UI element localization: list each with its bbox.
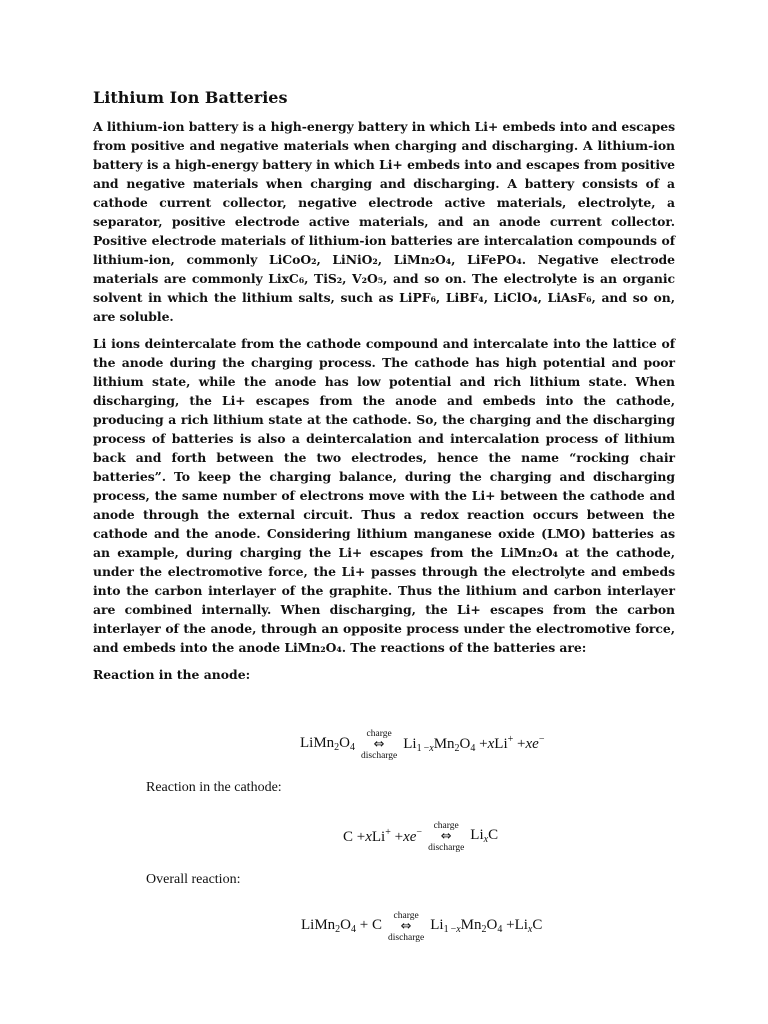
document-title: Lithium Ion Batteries (93, 88, 288, 107)
overall-reaction-label: Overall reaction: (146, 872, 241, 887)
document-page (93, 86, 675, 684)
anode-reaction-label: Reaction in the anode: (93, 667, 251, 682)
cathode-reaction-label: Reaction in the cathode: (146, 780, 282, 795)
overall-equation: $LiMn_2O_4 + C$ charge ⇔ discharge $Li_{1 -x}Mn_2O_4 +Li_xC$ (301, 911, 543, 943)
charge-discharge-arrow: charge ⇔ discharge (361, 729, 398, 761)
cathode-equation: C +xLi+ +xe− charge ⇔ discharge $Li_xC$ (343, 821, 499, 853)
anode-equation: $LiMn_2O_4$ charge ⇔ discharge $Li_{1 -x}Mn_2O_4 +xLi^+ +xe^-$ (300, 729, 545, 761)
charge-discharge-arrow: charge ⇔ discharge (428, 821, 465, 853)
charge-discharge-arrow: charge ⇔ discharge (387, 911, 425, 943)
paragraph-intro: A lithium-ion battery is a high-energy battery in which Li+ embeds into and escapes from positive and negative materials when charging and discharging. A lithium-ion battery is a high-energy battery in which Li+ embeds into and escapes from positive and negative materials when charging and discharging. A battery consists of a cathode current collector, negative electrode active materials, electrolyte, a separator, positive electrode active materials, and an anode current collector. Positive electrode materials of lithium-ion batteries are intercalation compounds of lithium-ion, commonly LiCoO₂, LiNiO₂, LiMn₂O₄, LiFePO₄. Negative electrode materials are commonly LixC₆, TiS₂, V₂O₅, and so on. The electrolyte is an organic solvent in which the lithium salts, such as LiPF₆, LiBF₄, LiClO₄, LiAsF₆, and so on, are soluble. (93, 119, 675, 324)
paragraph-mechanism: Li ions deintercalate from the cathode compound and intercalate into the lattice of the anode during the charging process. The cathode has high potential and poor lithium state, while the anode has low potential and rich lithium state. When discharging, the Li+ escapes from the anode and embeds into the cathode, producing a rich lithium state at the cathode. So, the charging and the discharging process of batteries is also a deintercalation and intercalation process of lithium back and forth between the two electrodes, hence the name “rocking chair batteries”. To keep the charging balance, during the charging and discharging process, the same number of electrons move with the Li+ between the cathode and anode through the external circuit. Thus a redox reaction occurs between the cathode and the anode. Considering lithium manganese oxide (LMO) batteries as an example, during charging the Li+ escapes from the LiMn₂O₄ at the cathode, under the electromotive force, the Li+ passes through the electrolyte and embeds into the carbon interlayer of the graphite. Thus the lithium and carbon interlayer are combined internally. When discharging, the Li+ escapes from the carbon interlayer of the anode, through an opposite process under the electromotive force, and embeds into the anode LiMn₂O₄. The reactions of the batteries are: (93, 336, 675, 655)
